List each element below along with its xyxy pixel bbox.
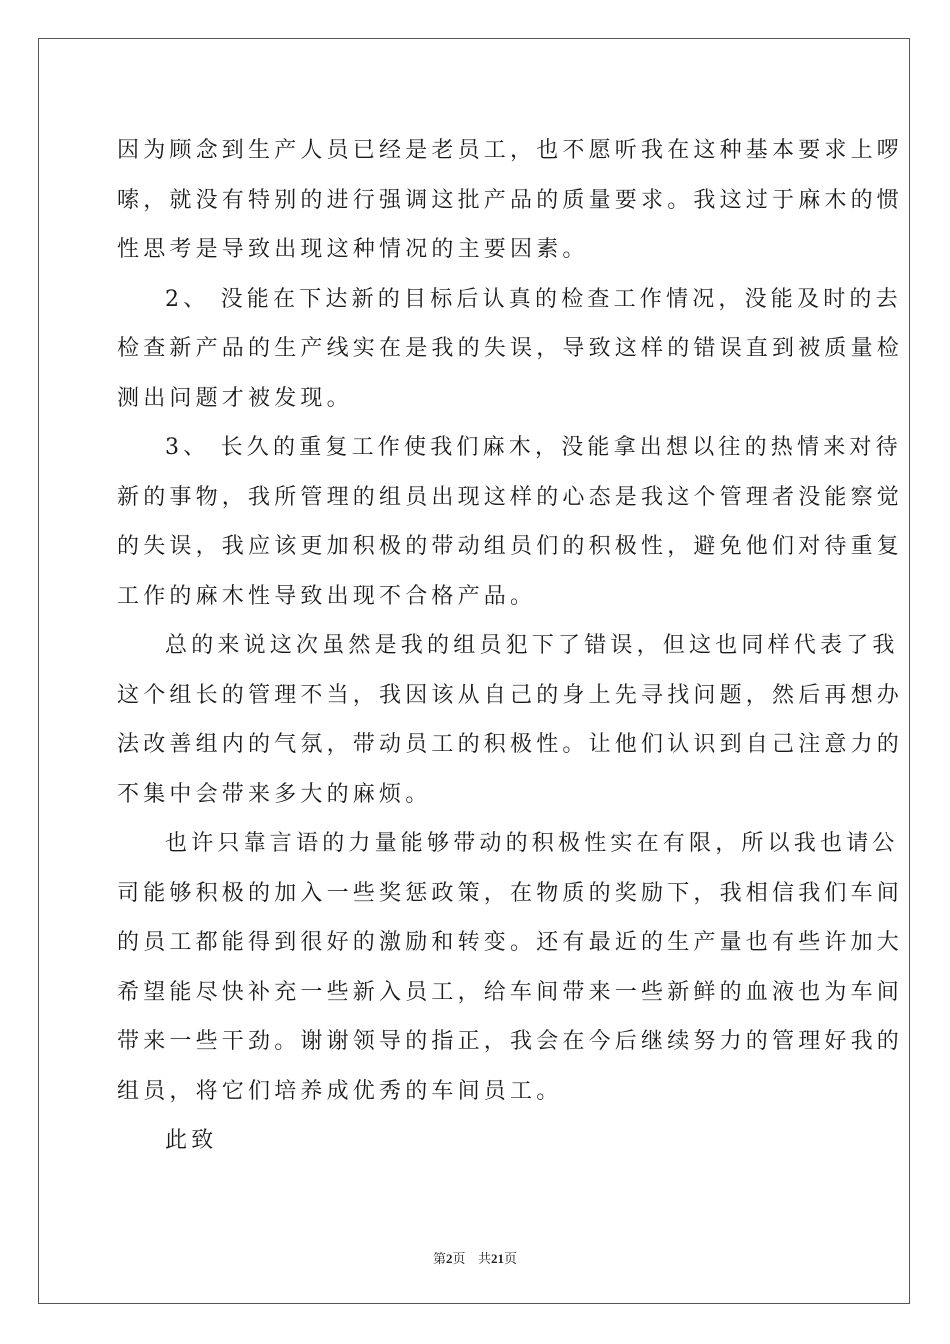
total-pages: 21 [490, 1251, 504, 1266]
total-prefix: 共 [477, 1252, 491, 1267]
page-number: 2 [446, 1251, 453, 1266]
text-line: 不集中会带来多大的麻烦。 [117, 781, 432, 807]
page-suffix: 页 [452, 1252, 466, 1267]
text-line: 的员工都能得到很好的激励和转变。还有最近的生产量也有些许加大 [117, 930, 904, 955]
text-line: 也许只靠言语的力量能够带动的积极性实在有限，所以我也请公 [165, 831, 899, 856]
text-line: 带来一些干劲。谢谢领导的指正，我会在今后继续努力的管理好我的 [117, 1029, 904, 1054]
text-line: 这个组长的管理不当，我因该从自己的身上先寻找问题，然后再想办 [117, 682, 904, 708]
paragraph [117, 423, 904, 621]
text-line: 嗦，就没有特别的进行强调这批产品的质量要求。我这过于麻木的惯 [117, 187, 904, 213]
text-line: 组员，将它们培养成优秀的车间员工。 [117, 1078, 563, 1104]
paragraph [117, 819, 904, 1116]
text-line: 检查新产品的生产线实在是我的失误，导致这样的错误直到被质量检 [117, 336, 904, 361]
text-line: 希望能尽快补充一些新入员工，给车间带来一些新鲜的血液也为车间 [117, 979, 904, 1005]
text-line: 总的来说这次虽然是我的组员犯下了错误，但这也同样代表了我 [165, 633, 899, 658]
text-line: 法改善组内的气氛，带动员工的积极性。让他们认识到自己注意力的 [117, 732, 904, 757]
text-line: 工作的麻木性导致出现不合格产品。 [117, 583, 537, 609]
document-body [117, 126, 904, 1166]
page-prefix: 第 [433, 1252, 447, 1267]
closing-salutation [117, 1116, 833, 1166]
text-line: 性思考是导致出现这种情况的主要因素。 [117, 237, 589, 262]
text-line: 此致 [165, 1128, 218, 1153]
text-line: 的失误，我应该更加积极的带动组员们的积极性，避免他们对待重复 [117, 534, 904, 559]
page-footer [0, 1248, 950, 1267]
text-line: 司能够积极的加入一些奖惩政策，在物质的奖励下，我相信我们车间 [117, 880, 904, 906]
paragraph [117, 126, 904, 275]
text-line: 新的事物，我所管理的组员出现这样的心态是我这个管理者没能察觉 [117, 484, 904, 510]
text-line: 2、 没能在下达新的目标后认真的检查工作情况，没能及时的去 [165, 286, 902, 312]
paragraph [117, 621, 904, 819]
total-suffix: 页 [503, 1252, 517, 1267]
text-line: 因为顾念到生产人员已经是老员工，也不愿听我在这种基本要求上啰 [117, 138, 904, 163]
text-line: 3、 长久的重复工作使我们麻木，没能拿出想以往的热情来对待 [165, 435, 902, 460]
paragraph [117, 275, 904, 424]
text-line: 测出问题才被发现。 [117, 385, 353, 411]
